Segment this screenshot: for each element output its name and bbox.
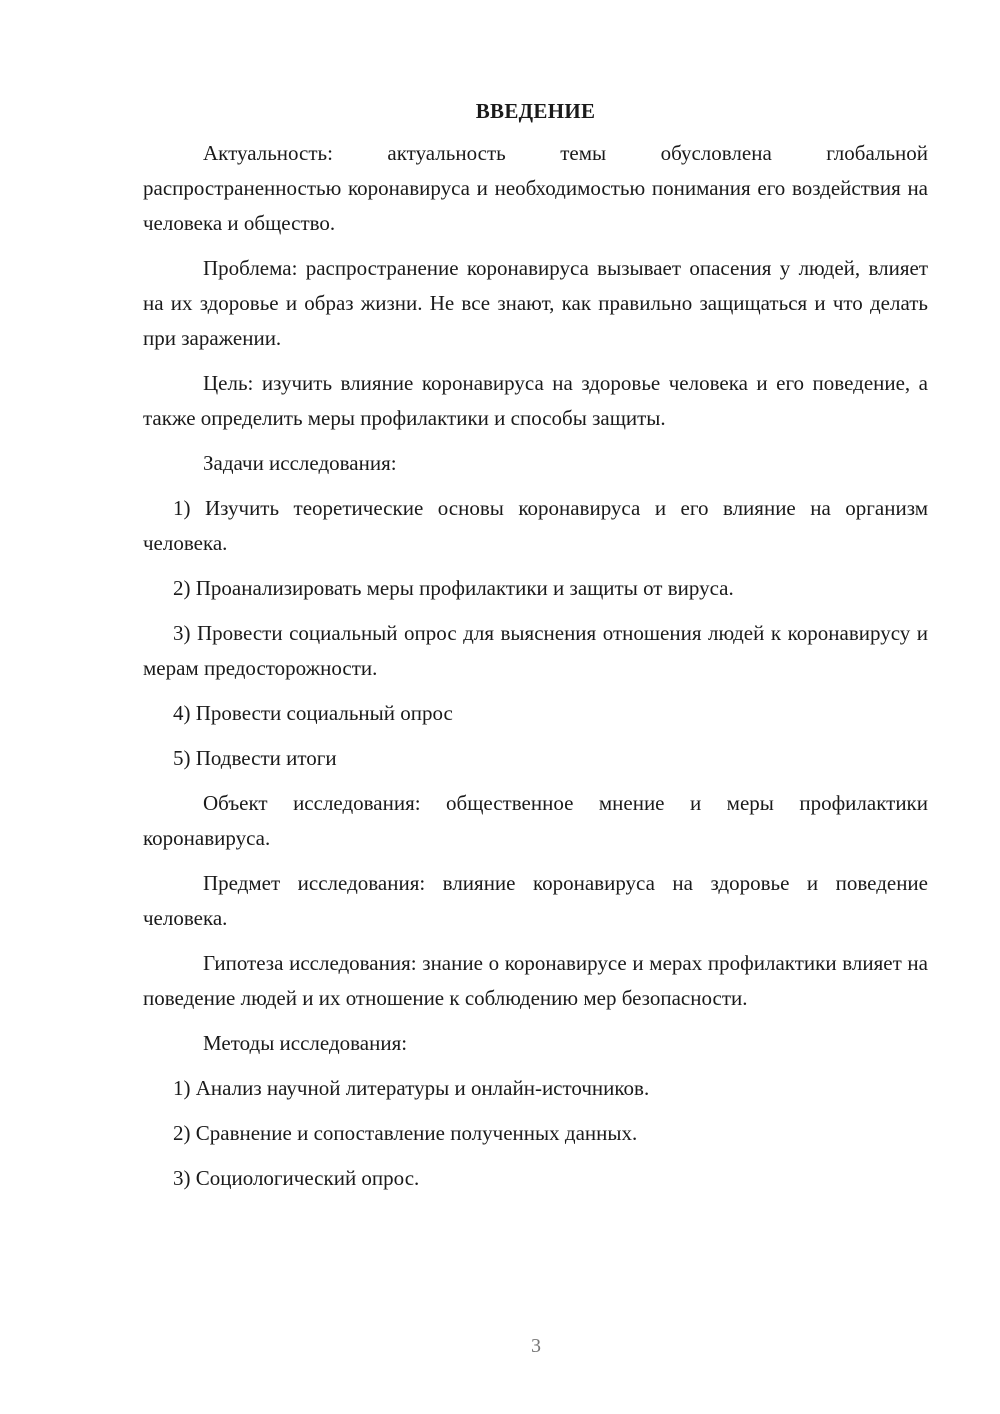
paragraph-subject: Предмет исследования: влияние коронавируса на здоровье и поведение человека. — [143, 871, 928, 930]
task-item-2: 2) Проанализировать меры профилактики и защиты от вируса. — [173, 576, 734, 600]
paragraph-goal: Цель: изучить влияние коронавируса на здоровье человека и его поведение, а также определить меры профилактики и способы защиты. — [143, 371, 928, 430]
task-item-4: 4) Провести социальный опрос — [173, 701, 453, 725]
paragraph-problem: Проблема: распространение коронавируса вызывает опасения у людей, влияет на их здоровье и образ жизни. Не все знают, как правильно защищаться и что делать при заражении. — [143, 256, 928, 350]
task-item-3: 3) Провести социальный опрос для выяснения отношения людей к коронавирусу и мерам предосторожности. — [143, 621, 928, 680]
task-item-1: 1) Изучить теоретические основы коронавируса и его влияние на организм человека. — [143, 496, 928, 555]
paragraph-hypothesis: Гипотеза исследования: знание о коронавирусе и мерах профилактики влияет на поведение людей и их отношение к соблюдению мер безопасности. — [143, 951, 928, 1010]
page-number: 3 — [531, 1335, 541, 1357]
method-item-1: 1) Анализ научной литературы и онлайн-источников. — [173, 1076, 650, 1100]
paragraph-tasks-title: Задачи исследования: — [203, 451, 397, 475]
task-item-5: 5) Подвести итоги — [173, 746, 337, 770]
method-item-3: 3) Социологический опрос. — [173, 1166, 420, 1190]
paragraph-object: Объект исследования: общественное мнение и меры профилактики коронавируса. — [143, 791, 928, 850]
section-heading: ВВЕДЕНИЕ — [475, 99, 596, 123]
paragraph-methods-title: Методы исследования: — [203, 1031, 408, 1055]
method-item-2: 2) Сравнение и сопоставление полученных данных. — [173, 1121, 638, 1145]
paragraph-relevance: Актуальность: актуальность темы обусловлена глобальной распространенностью коронавируса и необходимостью понимания его воздействия на человека и общество. — [143, 141, 928, 235]
document-body — [143, 96, 928, 1206]
